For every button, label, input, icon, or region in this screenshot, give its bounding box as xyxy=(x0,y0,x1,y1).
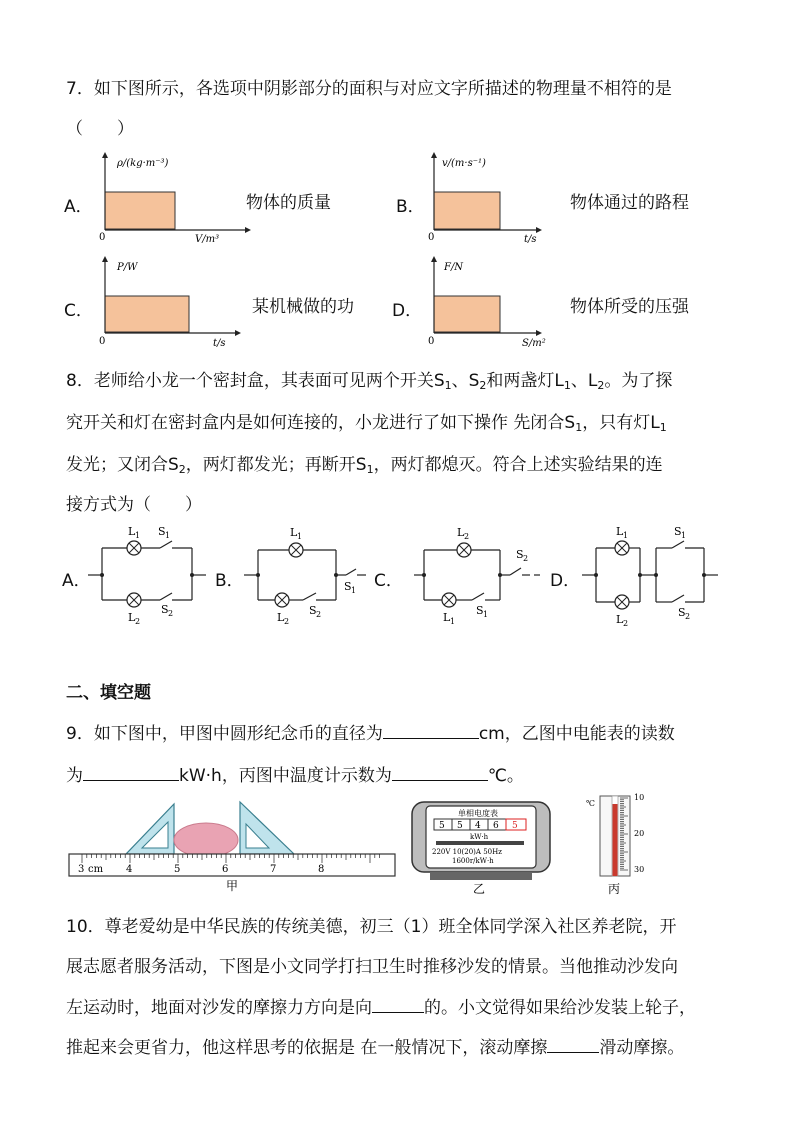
q10-blank-friction[interactable] xyxy=(547,1036,599,1053)
svg-text:S: S xyxy=(158,525,166,538)
svg-text:S: S xyxy=(309,604,317,617)
x-axis-label: V/m³ xyxy=(195,234,220,245)
meter-figure xyxy=(408,796,558,896)
lamp-l2-symbol xyxy=(275,593,289,607)
svg-text:S: S xyxy=(516,548,524,561)
svg-text:cm: cm xyxy=(88,864,104,875)
q7-stem: 7．如下图所示，各选项中阴影部分的面积与对应文字所描述的物理量不相符的是 xyxy=(66,79,672,99)
x-axis-label: t/s xyxy=(524,234,537,245)
svg-text:L: L xyxy=(290,526,298,539)
y-arrow xyxy=(431,152,437,158)
lamp-l2-symbol xyxy=(615,595,629,609)
svg-text:7: 7 xyxy=(270,864,277,875)
x-axis-label: S/m² xyxy=(522,338,546,349)
svg-text:1: 1 xyxy=(623,531,629,540)
q10-line-1: 10．尊老爱幼是中华民族的传统美德，初三（1）班全体同学深入社区养老院，开 xyxy=(66,917,677,937)
figure-caption-yi: 乙 xyxy=(473,882,486,896)
q10-blank-direction[interactable] xyxy=(372,996,424,1013)
svg-text:L: L xyxy=(443,611,451,624)
y-arrow xyxy=(102,256,108,262)
shaded-area xyxy=(434,296,500,332)
x-axis-label: t/s xyxy=(213,338,226,349)
svg-text:S: S xyxy=(674,525,682,538)
q8-circuit-c xyxy=(400,520,550,630)
svg-text:1: 1 xyxy=(297,532,303,541)
q8-option-a-label: A． xyxy=(62,571,91,591)
q7-option-d-label: D． xyxy=(392,301,423,321)
origin-label: 0 xyxy=(99,232,106,243)
y-axis-label: v/(m·s⁻¹) xyxy=(442,158,486,169)
x-arrow xyxy=(235,330,241,336)
q8-circuit-b xyxy=(244,520,374,630)
y-axis-label: P/W xyxy=(117,262,138,273)
q7-graph-c xyxy=(95,256,255,351)
mercury-column xyxy=(613,804,618,876)
q7-option-d-desc: 物体所受的压强 xyxy=(570,297,689,317)
svg-text:3: 3 xyxy=(78,864,85,875)
svg-text:S: S xyxy=(161,603,169,616)
shaded-area xyxy=(434,192,500,229)
svg-text:L: L xyxy=(616,525,624,538)
svg-text:6: 6 xyxy=(493,821,499,831)
svg-text:4: 4 xyxy=(126,864,133,875)
lamp-l1-symbol xyxy=(289,543,303,557)
svg-text:S: S xyxy=(344,580,352,593)
svg-text:8: 8 xyxy=(318,864,325,875)
q8-line-1: 8．老师给小龙一个密封盒，其表面可见两个开关$S_1$、$S_2$和两盏灯$L_1$、$L_2$。为了探 xyxy=(66,371,673,392)
svg-text:1600r/kW·h: 1600r/kW·h xyxy=(452,857,494,865)
svg-text:L: L xyxy=(128,525,136,538)
svg-text:L: L xyxy=(457,526,465,539)
thermometer-figure xyxy=(582,790,662,898)
svg-text:℃: ℃ xyxy=(586,799,595,808)
q8-option-c-label: C． xyxy=(374,571,403,591)
svg-text:S: S xyxy=(476,604,484,617)
lamp-l2-symbol xyxy=(127,593,141,607)
svg-text:L: L xyxy=(277,611,285,624)
q8-circuit-d xyxy=(578,520,728,630)
y-arrow xyxy=(102,152,108,158)
q7-graph-b xyxy=(424,152,584,247)
svg-text:1: 1 xyxy=(483,610,489,619)
q10-line-3: 左运动时，地面对沙发的摩擦力方向是向 的。小文觉得如果给沙发装上轮子， xyxy=(66,998,696,1018)
q9-blank-diameter[interactable] xyxy=(383,722,479,739)
shaded-area xyxy=(105,192,175,229)
svg-text:L: L xyxy=(128,611,136,624)
svg-text:2: 2 xyxy=(685,612,691,621)
svg-text:1: 1 xyxy=(681,531,687,540)
svg-text:kW·h: kW·h xyxy=(470,833,489,841)
q7-answer-paren: （ ） xyxy=(66,119,134,139)
q10-line-2: 展志愿者服务活动，下图是小文同学打扫卫生时推移沙发的情景。当他推动沙发向 xyxy=(66,957,678,977)
q7-option-c-label: C． xyxy=(64,301,93,321)
lamp-l1-symbol xyxy=(127,541,141,555)
meter-display xyxy=(434,819,526,831)
svg-text:L: L xyxy=(616,613,624,626)
q9-line-2: 为 kW·h，丙图中温度计示数为 ℃。 xyxy=(66,766,524,786)
svg-text:5: 5 xyxy=(512,821,518,831)
svg-text:6: 6 xyxy=(222,864,229,875)
y-axis-label: ρ/(kg·m⁻³) xyxy=(117,158,169,169)
x-arrow xyxy=(536,330,542,336)
svg-text:30: 30 xyxy=(634,865,645,874)
section-title: 二、填空题 xyxy=(66,683,151,703)
svg-text:5: 5 xyxy=(174,864,181,875)
y-arrow xyxy=(431,256,437,262)
svg-text:1: 1 xyxy=(450,617,456,626)
svg-text:20: 20 xyxy=(634,829,645,838)
svg-text:1: 1 xyxy=(351,586,357,595)
svg-text:S: S xyxy=(678,606,686,619)
svg-text:220V 10(20)A 50Hz: 220V 10(20)A 50Hz xyxy=(432,848,502,856)
origin-label: 0 xyxy=(428,336,435,347)
ruler-figure xyxy=(66,792,406,896)
svg-text:2: 2 xyxy=(316,610,322,619)
svg-text:2: 2 xyxy=(284,617,290,626)
q7-option-a-desc: 物体的质量 xyxy=(246,193,331,213)
q9-blank-temp[interactable] xyxy=(392,764,488,781)
q8-option-b-label: B． xyxy=(215,571,244,591)
q9-blank-meter[interactable] xyxy=(83,764,179,781)
y-axis-label: F/N xyxy=(444,262,464,273)
svg-text:1: 1 xyxy=(165,531,171,540)
q9-line-1: 9．如下图中，甲图中圆形纪念币的直径为 cm，乙图中电能表的读数 xyxy=(66,724,675,744)
lamp-l1-symbol xyxy=(615,541,629,555)
svg-text:2: 2 xyxy=(523,554,529,563)
origin-label: 0 xyxy=(428,232,435,243)
q8-circuit-a xyxy=(88,520,218,630)
meter-title: 单相电度表 xyxy=(458,809,498,818)
q10-line-4: 推起来会更省力，他这样思考的依据是 在一般情况下，滚动摩擦 滑动摩擦。 xyxy=(66,1038,685,1058)
svg-text:2: 2 xyxy=(168,609,174,618)
origin-label: 0 xyxy=(99,336,106,347)
svg-text:2: 2 xyxy=(464,532,470,541)
svg-text:10: 10 xyxy=(634,793,645,802)
lamp-l1-symbol xyxy=(442,593,456,607)
svg-text:2: 2 xyxy=(135,617,141,626)
svg-text:2: 2 xyxy=(623,619,629,628)
shaded-area xyxy=(105,296,189,332)
q7-option-b-desc: 物体通过的路程 xyxy=(570,193,689,213)
svg-text:4: 4 xyxy=(475,821,481,831)
figure-caption-jia: 甲 xyxy=(226,879,239,893)
q8-line-3: 发光；又闭合$S_2$，两灯都发光；再断开$S_1$，两灯都熄灭。符合上述实验结果的连 xyxy=(66,455,663,476)
svg-text:1: 1 xyxy=(135,531,141,540)
q8-line-2: 究开关和灯在密封盒内是如何连接的，小龙进行了如下操作 先闭合$S_1$，只有灯$L_1$ xyxy=(66,413,667,434)
q7-graph-d xyxy=(424,256,584,351)
coin xyxy=(174,823,238,857)
x-arrow xyxy=(245,227,251,233)
q8-line-4: 接方式为（ ） xyxy=(66,495,202,515)
q8-option-d-label: D． xyxy=(550,571,581,591)
q7-option-c-desc: 某机械做的功 xyxy=(252,297,354,317)
lamp-l2-symbol xyxy=(457,543,471,557)
figure-caption-bing: 丙 xyxy=(608,882,621,896)
x-arrow xyxy=(536,227,542,233)
q7-graph-a xyxy=(95,152,255,247)
svg-text:5: 5 xyxy=(439,821,445,831)
q7-option-b-label: B． xyxy=(396,197,425,217)
q7-option-a-label: A． xyxy=(64,197,93,217)
svg-text:5: 5 xyxy=(457,821,463,831)
